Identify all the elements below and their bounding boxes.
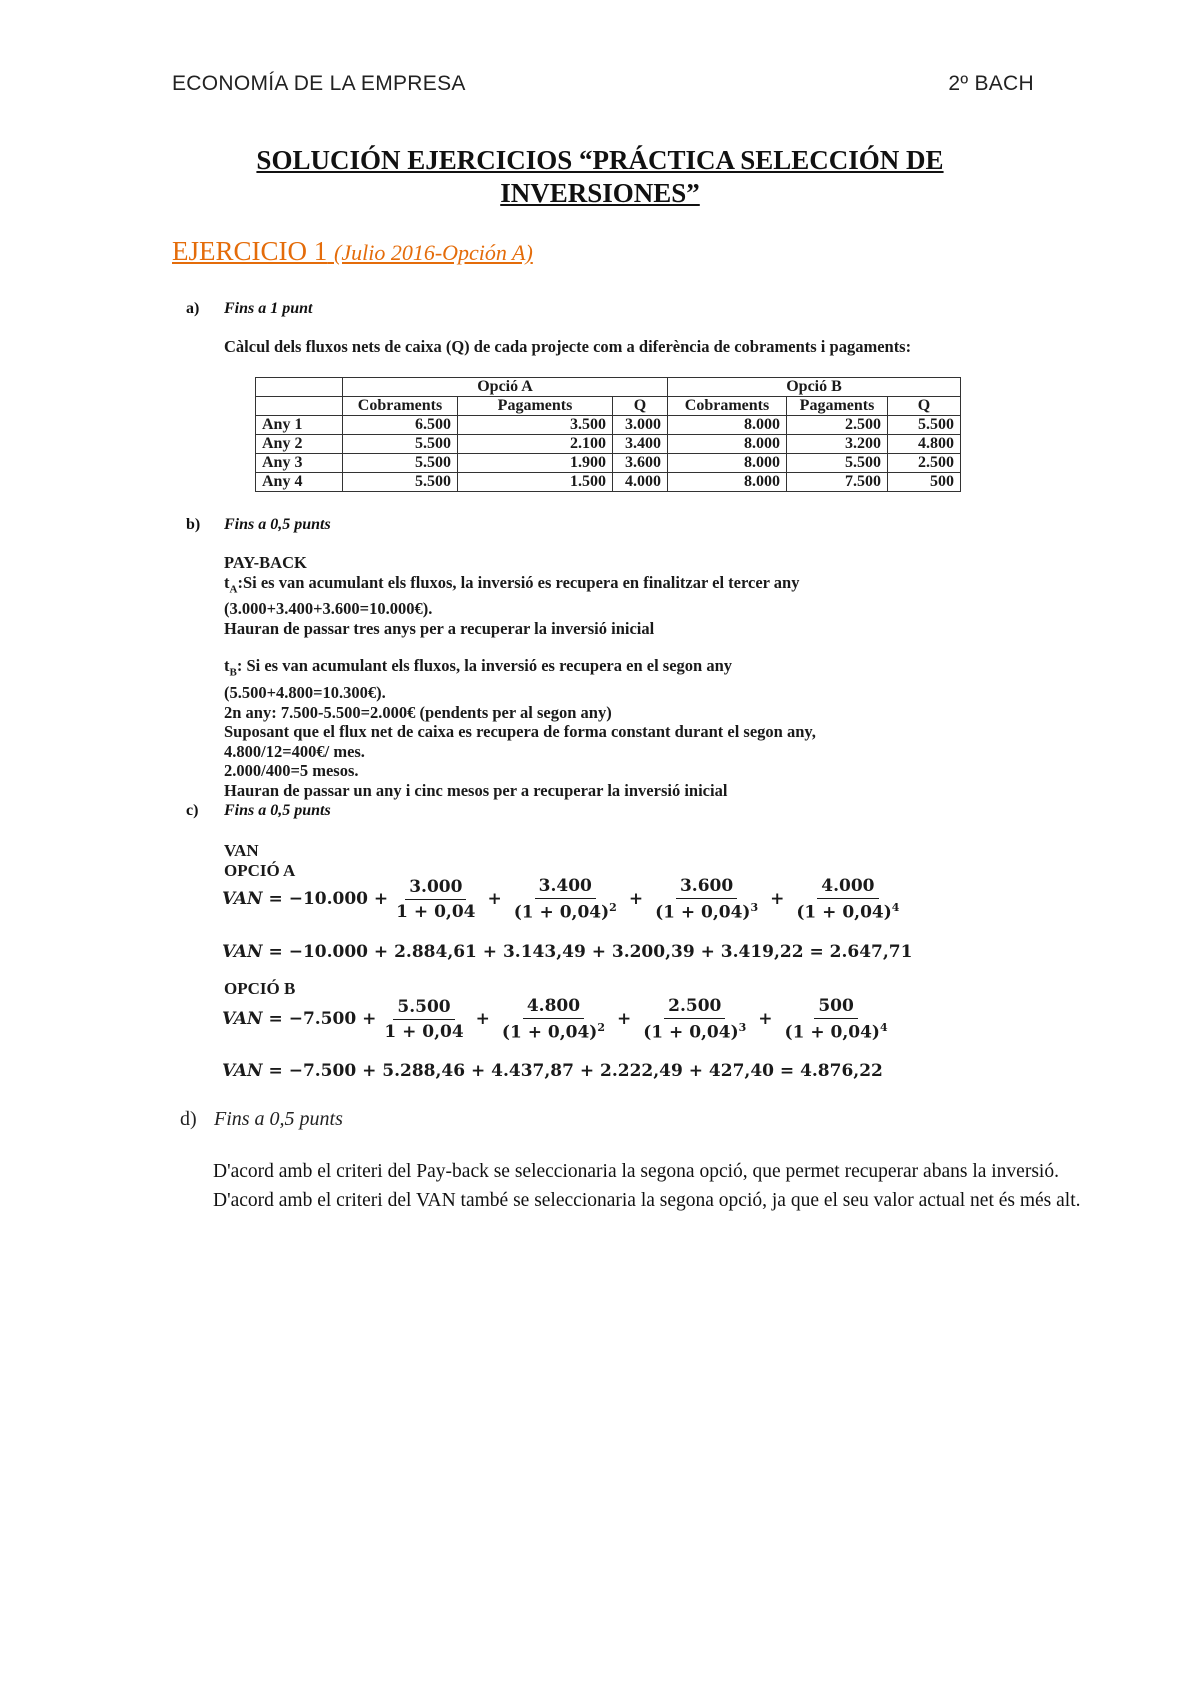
part-b-letter: b) xyxy=(186,516,201,533)
table-cell: 1.900 xyxy=(458,454,613,473)
table-cell: 8.000 xyxy=(668,454,787,473)
table-cell: 3.000 xyxy=(613,416,668,435)
fraction xyxy=(392,877,479,922)
numerator: 4.800 xyxy=(523,996,584,1019)
denominator-base: (1 + 0,04) xyxy=(501,1022,598,1043)
payback-block xyxy=(224,553,816,800)
numerator: 3.400 xyxy=(535,876,596,899)
numerator: 500 xyxy=(814,996,858,1019)
table-cell: 5.500 xyxy=(787,454,888,473)
denominator xyxy=(792,899,903,923)
numerator: 3.000 xyxy=(405,877,466,900)
plus-sign: + xyxy=(758,1009,773,1030)
van-a-result-text: = −10.000 + 2.884,61 + 3.143,49 + 3.200,39 + 3.419,22 = 2.647,71 xyxy=(268,942,913,962)
header-course: 2º BACH xyxy=(948,72,1034,95)
tb-line-5: 4.800/12=400€/ mes. xyxy=(224,741,365,761)
table-header-row xyxy=(256,397,961,416)
table-row xyxy=(256,416,961,435)
table-row xyxy=(256,454,961,473)
ta-symbol: t xyxy=(224,572,230,592)
col-header: Q xyxy=(888,397,961,416)
tb-text: : Si es van acumulant els fluxos, la inversió es recupera en el segon any xyxy=(236,656,732,676)
numerator: 2.500 xyxy=(664,996,725,1019)
table-cell: 3.200 xyxy=(787,435,888,454)
denominator-base: (1 + 0,04) xyxy=(655,902,751,923)
denominator-base: 1 + 0,04 xyxy=(396,901,476,922)
table-cell: 6.500 xyxy=(343,416,458,435)
ta-line-3: Hauran de passar tres anys per a recuperar la inversió inicial xyxy=(224,618,655,638)
conclusion-line-1: D'acord amb el criteri del Pay-back se seleccionaria la segona opció, que permet recuperar abans la inversió. xyxy=(213,1161,1059,1182)
col-header: Cobraments xyxy=(343,397,458,416)
denominator-base: (1 + 0,04) xyxy=(513,902,610,923)
denominator-base: (1 + 0,04) xyxy=(784,1022,880,1043)
header-subject: ECONOMÍA DE LA EMPRESA xyxy=(172,72,466,95)
tb-line-2: (5.500+4.800=10.300€). xyxy=(224,683,386,703)
table-cell: 1.500 xyxy=(458,473,613,492)
denominator xyxy=(639,1019,750,1043)
table-row xyxy=(256,473,961,492)
van-symbol: VAN xyxy=(222,942,263,962)
part-d-heading xyxy=(180,1108,343,1131)
col-header: Pagaments xyxy=(458,397,613,416)
exercise-heading xyxy=(172,236,533,267)
van-symbol: VAN xyxy=(222,889,263,910)
table-cell: 3.400 xyxy=(613,435,668,454)
van-symbol: VAN xyxy=(222,1009,263,1030)
tb-line-4: Suposant que el flux net de caixa es recupera de forma constant durant el segon any, xyxy=(224,722,816,742)
van-b-lead: = −7.500 + xyxy=(268,1009,377,1030)
table-corner xyxy=(256,378,343,397)
part-c-letter: c) xyxy=(186,802,199,819)
tb-symbol: t xyxy=(224,656,230,676)
cash-flow-table xyxy=(255,377,961,492)
plus-sign: + xyxy=(475,1009,490,1030)
table-cell: 3.600 xyxy=(613,454,668,473)
row-label: Any 4 xyxy=(256,473,343,492)
ta-line-2: (3.000+3.400+3.600=10.000€). xyxy=(224,599,433,619)
tb-line-6: 2.000/400=5 mesos. xyxy=(224,761,359,781)
exponent: 2 xyxy=(597,1021,605,1034)
plus-sign: + xyxy=(770,889,785,910)
opcio-b-label: OPCIÓ B xyxy=(224,979,296,998)
group-opcio-b: Opció B xyxy=(668,378,961,397)
van-heading-block xyxy=(224,841,295,880)
table-cell: 2.500 xyxy=(888,454,961,473)
spacer xyxy=(224,638,816,656)
part-b-heading xyxy=(186,516,331,534)
exponent: 4 xyxy=(891,901,900,914)
ta-line-1 xyxy=(224,573,816,600)
van-a-formula xyxy=(222,876,907,923)
ta-subscript: A xyxy=(229,582,238,595)
plus-sign: + xyxy=(628,889,644,910)
opcio-a-label: OPCIÓ A xyxy=(224,860,296,880)
part-d-title: Fins a 0,5 punts xyxy=(214,1108,343,1130)
numerator: 3.600 xyxy=(676,876,737,899)
fraction xyxy=(639,996,750,1043)
exponent: 2 xyxy=(609,901,617,914)
fraction xyxy=(651,876,762,923)
part-a-letter: a) xyxy=(186,300,200,317)
fraction xyxy=(510,876,621,923)
van-b-result-text: = −7.500 + 5.288,46 + 4.437,87 + 2.222,49 + 427,40 = 4.876,22 xyxy=(268,1061,883,1081)
title-line-2: INVERSIONES” xyxy=(500,178,700,208)
van-a-lead: = −10.000 + xyxy=(268,889,389,910)
tb-subscript: B xyxy=(229,666,237,679)
part-a-title: Fins a 1 punt xyxy=(224,300,313,317)
table-cell: 5.500 xyxy=(343,435,458,454)
table-group-row xyxy=(256,378,961,397)
exercise-subtitle: (Julio 2016-Opción A) xyxy=(334,240,533,265)
table-cell: 2.100 xyxy=(458,435,613,454)
fraction xyxy=(498,996,609,1043)
table-cell: 500 xyxy=(888,473,961,492)
part-d-text xyxy=(213,1157,1081,1215)
fraction xyxy=(792,876,903,923)
group-opcio-a: Opció A xyxy=(343,378,668,397)
denominator xyxy=(498,1019,609,1043)
row-label: Any 2 xyxy=(256,435,343,454)
van-a-result xyxy=(222,942,912,962)
part-c-heading xyxy=(186,802,331,820)
exponent: 3 xyxy=(750,901,759,914)
fraction xyxy=(380,997,467,1042)
numerator: 4.000 xyxy=(817,876,878,899)
van-b-formula xyxy=(222,996,896,1043)
tb-line-1 xyxy=(224,656,816,683)
denominator-base: 1 + 0,04 xyxy=(384,1021,464,1042)
col-header: Pagaments xyxy=(787,397,888,416)
table-cell: 4.800 xyxy=(888,435,961,454)
page-header xyxy=(172,72,1034,96)
table-cell: 5.500 xyxy=(343,454,458,473)
part-b-title: Fins a 0,5 punts xyxy=(224,516,331,533)
denominator xyxy=(510,899,621,923)
table-cell: 3.500 xyxy=(458,416,613,435)
conclusion-line-2: D'acord amb el criteri del VAN també se seleccionaria la segona opció, ja que el seu valor actual net és més alt. xyxy=(213,1190,1081,1211)
exercise-label: EJERCICIO 1 xyxy=(172,236,328,266)
denominator xyxy=(781,1019,892,1043)
row-label: Any 1 xyxy=(256,416,343,435)
denominator-base: (1 + 0,04) xyxy=(796,902,892,923)
plus-sign: + xyxy=(487,889,502,910)
table-cell: 5.500 xyxy=(888,416,961,435)
part-d-letter: d) xyxy=(180,1108,197,1130)
tb-line-3: 2n any: 7.500-5.500=2.000€ (pendents per al segon any) xyxy=(224,702,612,722)
table-row xyxy=(256,435,961,454)
part-c-title: Fins a 0,5 punts xyxy=(224,802,331,819)
exponent: 4 xyxy=(879,1021,888,1034)
numerator: 5.500 xyxy=(393,997,454,1020)
denominator xyxy=(651,899,762,923)
part-a-heading xyxy=(186,300,312,318)
table-header-blank xyxy=(256,397,343,416)
table-cell: 4.000 xyxy=(613,473,668,492)
fraction xyxy=(781,996,892,1043)
table-cell: 8.000 xyxy=(668,473,787,492)
col-header: Cobraments xyxy=(668,397,787,416)
table-cell: 2.500 xyxy=(787,416,888,435)
document-title xyxy=(150,144,1050,210)
table-cell: 8.000 xyxy=(668,435,787,454)
payback-heading: PAY-BACK xyxy=(224,553,307,572)
tb-line-7: Hauran de passar un any i cinc mesos per a recuperar la inversió inicial xyxy=(224,780,728,800)
table-cell: 7.500 xyxy=(787,473,888,492)
title-line-1: SOLUCIÓN EJERCICIOS “PRÁCTICA SELECCIÓN DE xyxy=(256,145,944,175)
van-symbol: VAN xyxy=(222,1061,263,1081)
table-cell: 5.500 xyxy=(343,473,458,492)
row-label: Any 3 xyxy=(256,454,343,473)
exponent: 3 xyxy=(738,1021,747,1034)
van-heading: VAN xyxy=(224,841,259,860)
table-cell: 8.000 xyxy=(668,416,787,435)
part-a-text: Càlcul dels fluxos nets de caixa (Q) de cada projecte com a diferència de cobraments i pagaments: xyxy=(224,337,912,356)
plus-sign: + xyxy=(616,1009,632,1030)
van-b-result xyxy=(222,1061,883,1081)
denominator-base: (1 + 0,04) xyxy=(643,1022,739,1043)
ta-text: :Si es van acumulant els fluxos, la inversió es recupera en finalitzar el tercer any xyxy=(237,572,800,592)
denominator xyxy=(392,900,479,922)
denominator xyxy=(380,1020,467,1042)
col-header: Q xyxy=(613,397,668,416)
